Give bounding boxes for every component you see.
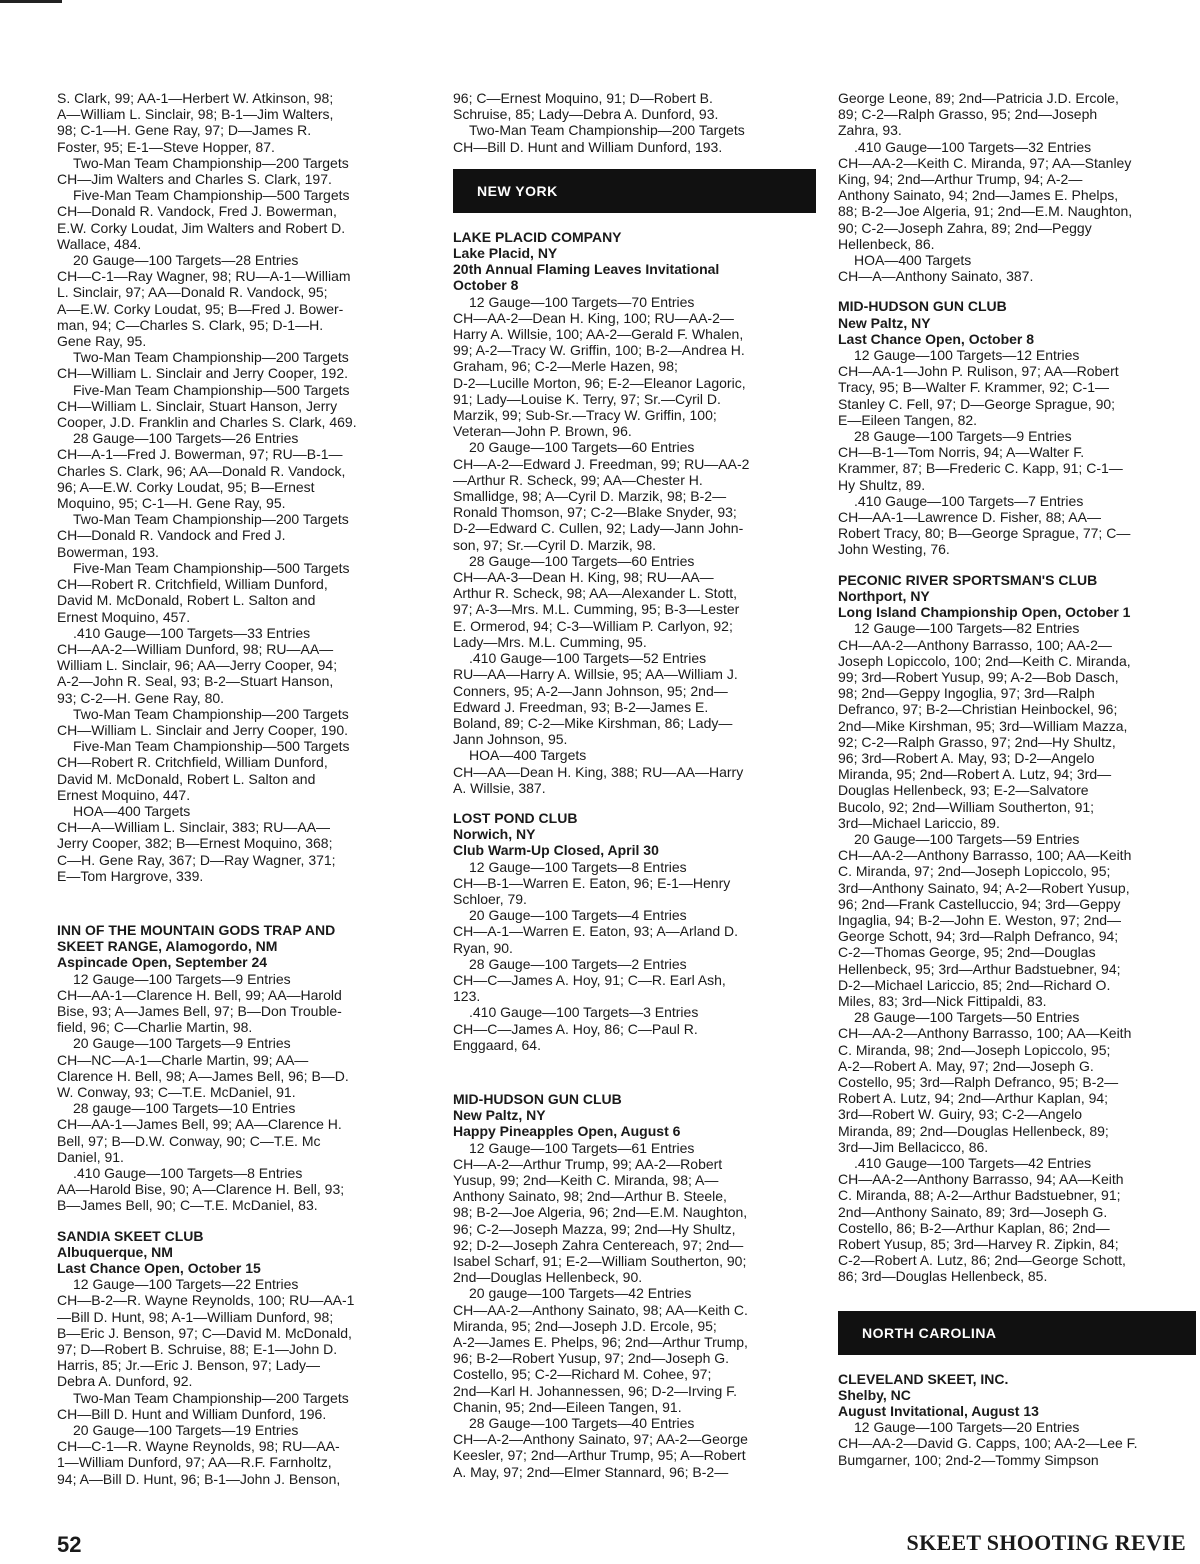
text-line: Costello, 95; 3rd—Ralph Defranco, 95; B-2— (838, 1073, 1119, 1090)
text-line: Krammer, 87; B—Frederic C. Kapp, 91; C-1— (838, 460, 1123, 477)
text-line: CH—C-1—Ray Wagner, 98; RU—A-1—William (57, 268, 351, 285)
text-line: William L. Sinclair, 96; AA—Jerry Cooper, 94; (57, 657, 338, 674)
text-line: CH—Robert R. Critchfield, William Dunford, (57, 754, 328, 771)
spacer (453, 1053, 816, 1065)
text-line: Bell, 97; B—D.W. Conway, 90; C—T.E. Mc (57, 1132, 321, 1149)
event-heading: Two-Man Team Championship—200 Targets (73, 349, 349, 366)
text-line: 3rd—Robert W. Guiry, 93; C-2—Angelo (838, 1106, 1083, 1123)
club-heading: CLEVELAND SKEET, INC. (838, 1370, 1009, 1387)
text-line: Hellenbeck, 86. (838, 235, 935, 252)
event-heading: 12 Gauge—100 Targets—70 Entries (469, 293, 695, 310)
club-heading: Lake Placid, NY (453, 245, 558, 262)
text-line: CH—Donald R. Vandock and Fred J. (57, 527, 286, 544)
event-heading: 12 Gauge—100 Targets—82 Entries (854, 620, 1080, 637)
event-heading: 12 Gauge—100 Targets—12 Entries (854, 347, 1080, 364)
text-line: Robert A. Lutz, 94; 2nd—Arthur Kaplan, 94; (838, 1090, 1109, 1107)
text-line: Foster, 95; E-1—Steve Hopper, 87. (57, 138, 275, 155)
event-heading: Five-Man Team Championship—500 Targets (73, 738, 350, 755)
text-line: King, 94; 2nd—Arthur Trump, 94; A-2— (838, 171, 1083, 188)
text-line: 92; C-2—Ralph Grasso, 97; 2nd—Hy Shultz, (838, 733, 1116, 750)
event-heading: .410 Gauge—100 Targets—8 Entries (73, 1165, 303, 1181)
event-heading: .410 Gauge—100 Targets—42 Entries (854, 1155, 1092, 1171)
text-line: CH—AA—Dean H. King, 388; RU—AA—Harry (453, 763, 744, 780)
text-line: CH—AA-2—Anthony Barrasso, 94; AA—Keith (838, 1171, 1124, 1188)
text-line: Ingaglia, 94; B-2—John E. Weston, 97; 2nd— (838, 911, 1122, 928)
club-heading: Shelby, NC (838, 1386, 911, 1403)
text-line: 89; C-2—Ralph Grasso, 95; 2nd—Joseph (838, 106, 1098, 123)
event-heading: Two-Man Team Championship—200 Targets (73, 154, 349, 171)
text-line: 88; B-2—Joe Algeria, 91; 2nd—E.M. Naughton, (838, 203, 1133, 220)
event-heading: 28 Gauge—100 Targets—2 Entries (469, 955, 687, 972)
text-line: CH—AA-1—John P. Rulison, 97; AA—Robert (838, 363, 1119, 380)
text-line: E—Eileen Tangen, 82. (838, 411, 978, 428)
text-line: CH—C—James A. Hoy, 91; C—R. Earl Ash, (453, 971, 726, 988)
state-section-banner: NORTH CAROLINA (838, 1311, 1196, 1355)
club-heading: Northport, NY (838, 587, 930, 604)
club-heading: August Invitational, August 13 (838, 1403, 1039, 1420)
event-heading: 28 Gauge—100 Targets—40 Entries (469, 1415, 695, 1432)
text-line: Robert Tracy, 80; B—George Sprague, 77; C— (838, 525, 1131, 542)
event-heading: 28 gauge—100 Targets—10 Entries (73, 1100, 296, 1117)
club-heading: SKEET RANGE, Alamogordo, NM (57, 938, 278, 955)
text-line: Chanin, 95; 2nd—Eileen Tangen, 91. (453, 1398, 682, 1415)
event-heading: HOA—400 Targets (469, 747, 587, 764)
text-line: 2nd—Karl H. Johannessen, 96; D-2—Irving F. (453, 1382, 738, 1399)
event-heading: Five-Man Team Championship—500 Targets (73, 381, 350, 398)
text-line: Graham, 96; C-2—Merle Hazen, 98; (453, 358, 678, 375)
text-line: Hellenbeck, 95; 3rd—Arthur Badstuebner, 94; (838, 960, 1121, 977)
text-line: son, 97; Sr.—Cyril D. Marzik, 98. (453, 536, 657, 553)
text-line: 1—William Dunford, 97; AA—R.F. Farnholtz, (57, 1454, 332, 1471)
text-line: L. Sinclair, 97; AA—Donald R. Vandock, 95; (57, 284, 328, 301)
club-heading: Last Chance Open, October 8 (838, 330, 1035, 347)
text-line: C. Miranda, 97; 2nd—Joseph Lopiccolo, 95; (838, 863, 1111, 880)
text-line: 90; C-2—Joseph Zahra, 89; 2nd—Peggy (838, 219, 1092, 236)
club-heading: LOST POND CLUB (453, 809, 578, 826)
event-heading: 20 Gauge—100 Targets—60 Entries (469, 439, 695, 456)
event-heading: 12 Gauge—100 Targets—22 Entries (73, 1276, 299, 1293)
text-line: 98; B-2—Joe Algeria, 96; 2nd—E.M. Naughton, (453, 1204, 748, 1221)
text-line: 2nd—Anthony Sainato, 89; 3rd—Joseph G. (838, 1203, 1108, 1220)
text-line: David M. McDonald, Robert L. Salton and (57, 770, 316, 787)
text-line: A—E.W. Corky Loudat, 95; B—Fred J. Bower- (57, 300, 344, 317)
event-heading: .410 Gauge—100 Targets—3 Entries (469, 1004, 699, 1021)
text-line: Conners, 95; A-2—Jann Johnson, 95; 2nd— (453, 682, 728, 699)
text-line: 2nd—Douglas Hellenbeck, 90. (453, 1269, 643, 1286)
text-line: A. Willsie, 387. (453, 779, 546, 796)
text-line: 96; 3rd—Robert A. May, 93; D-2—Angelo (838, 749, 1095, 766)
text-line: CH—AA-2—Keith C. Miranda, 97; AA—Stanley (838, 154, 1132, 171)
text-line: E—Tom Hargrove, 339. (57, 867, 204, 884)
text-line: George Leone, 89; 2nd—Patricia J.D. Ercole, (838, 90, 1119, 106)
text-line: Zahra, 93. (838, 122, 902, 139)
text-line: Smallidge, 98; A—Cyril D. Marzik, 98; B-2— (453, 488, 727, 505)
text-line: 3rd—Anthony Sainato, 94; A-2—Robert Yusup, (838, 879, 1130, 896)
club-heading: Albuquerque, NM (57, 1243, 173, 1260)
text-line: Miranda, 89; 2nd—Douglas Hellenbeck, 89; (838, 1122, 1109, 1139)
text-line: Tracy, 95; B—Walter F. Krammer, 92; C-1— (838, 379, 1109, 396)
text-line: CH—NC—A-1—Charle Martin, 99; AA— (57, 1051, 309, 1068)
text-line: 98; 2nd—Geppy Ingoglia, 97; 3rd—Ralph (838, 685, 1095, 702)
column-right (838, 90, 1196, 1468)
text-line: 91; Lady—Louise K. Terry, 97; Sr.—Cyril D. (453, 390, 721, 407)
text-line: CH—AA-2—Anthony Barrasso, 100; AA—Keith (838, 847, 1132, 864)
event-heading: .410 Gauge—100 Targets—33 Entries (73, 624, 311, 641)
text-line: CH—A—William L. Sinclair, 383; RU—AA— (57, 819, 331, 836)
text-line: Gene Ray, 95. (57, 333, 147, 350)
text-line: Daniel, 91. (57, 1148, 124, 1165)
text-line: CH—A-2—Edward J. Freedman, 99; RU—AA-2 (453, 455, 750, 472)
text-line: CH—AA-2—Anthony Barrasso, 100; AA—Keith (838, 1025, 1132, 1042)
text-line: Moquino, 95; C-1—H. Gene Ray, 95. (57, 495, 286, 512)
text-line: Joseph Lopiccolo, 100; 2nd—Keith C. Miranda, (838, 652, 1131, 669)
text-line: CH—AA-2—David G. Capps, 100; AA-2—Lee F. (838, 1435, 1138, 1452)
event-heading: Two-Man Team Championship—200 Targets (73, 705, 349, 722)
text-line: D-2—Michael Lariccio, 85; 2nd—Richard O. (838, 976, 1111, 993)
text-line: 3rd—Jim Bellacicco, 86. (838, 1138, 989, 1155)
event-heading: 12 Gauge—100 Targets—8 Entries (469, 858, 687, 875)
text-line: 93; C-2—H. Gene Ray, 80. (57, 689, 225, 706)
text-line: Wallace, 484. (57, 235, 142, 252)
state-section-banner: NEW YORK (453, 169, 816, 213)
event-heading: Two-Man Team Championship—200 Targets (73, 1389, 349, 1406)
text-line: CH—William L. Sinclair and Jerry Cooper, 190. (57, 721, 348, 738)
event-heading: .410 Gauge—100 Targets—7 Entries (854, 492, 1084, 509)
text-line: CH—B-2—R. Wayne Reynolds, 100; RU—AA-1 (57, 1292, 355, 1309)
text-line: David M. McDonald, Robert L. Salton and (57, 592, 316, 609)
text-line: CH—AA-2—Dean H. King, 100; RU—AA-2— (453, 309, 734, 326)
text-line: Clarence H. Bell, 98; A—James Bell, 96; B—D. (57, 1067, 349, 1084)
text-line: B—Eric J. Benson, 97; C—David M. McDonald, (57, 1324, 352, 1341)
text-line: Ernest Moquino, 457. (57, 608, 191, 625)
text-line: John Westing, 76. (838, 541, 950, 558)
text-line: 2nd—Mike Kirshman, 95; 3rd—William Mazza, (838, 717, 1128, 734)
club-heading: New Paltz, NY (453, 1107, 546, 1124)
club-heading: MID-HUDSON GUN CLUB (838, 298, 1007, 315)
event-heading: 12 Gauge—100 Targets—20 Entries (854, 1419, 1080, 1436)
text-line: CH—A-1—Warren E. Eaton, 93; A—Arland D. (453, 923, 739, 940)
text-line: Anthony Sainato, 98; 2nd—Arthur B. Steele, (453, 1188, 727, 1205)
text-line: Yusup, 99; 2nd—Keith C. Miranda, 98; A— (453, 1171, 719, 1188)
top-rule (0, 0, 62, 3)
text-line: Ernest Moquino, 447. (57, 786, 191, 803)
text-line: George Schott, 94; 3rd—Ralph Defranco, 94; (838, 928, 1119, 945)
text-line: CH—A—Anthony Sainato, 387. (838, 268, 1034, 285)
text-line: Ronald Thomson, 97; C-2—Blake Snyder, 93; (453, 504, 737, 521)
club-heading: 20th Annual Flaming Leaves Invitational (453, 261, 720, 278)
spacer (57, 896, 429, 908)
text-line: CH—C—James A. Hoy, 86; C—Paul R. (453, 1020, 698, 1037)
text-line: Bowerman, 193. (57, 543, 159, 560)
text-line: 94; A—Bill D. Hunt, 96; B-1—John J. Benson, (57, 1470, 341, 1487)
magazine-title: SKEET SHOOTING REVIE (906, 1530, 1186, 1555)
event-heading: Two-Man Team Championship—200 Targets (469, 122, 745, 139)
text-line: Lady—Mrs. M.L. Cumming, 95. (453, 633, 647, 650)
event-heading: 20 Gauge—100 Targets—9 Entries (73, 1035, 291, 1052)
text-line: Harry A. Willsie, 100; AA-2—Gerald F. Whalen, (453, 326, 744, 343)
club-heading: New Paltz, NY (838, 314, 931, 331)
text-line: Marzik, 99; Sub-Sr.—Tracy W. Griffin, 100; (453, 407, 717, 424)
text-line: CH—AA-3—Dean H. King, 98; RU—AA— (453, 569, 714, 586)
text-line: CH—AA-1—Lawrence D. Fisher, 88; AA— (838, 509, 1101, 526)
club-heading: October 8 (453, 277, 519, 294)
text-line: Costello, 95; C-2—Richard M. Cohee, 97; (453, 1366, 712, 1383)
text-line: Bise, 93; A—James Bell, 97; B—Don Trouble- (57, 1002, 342, 1019)
club-heading: Aspincade Open, September 24 (57, 954, 268, 971)
club-heading: INN OF THE MOUNTAIN GODS TRAP AND (57, 921, 336, 938)
text-line: CH—AA-1—James Bell, 99; AA—Clarence H. (57, 1116, 342, 1133)
text-line: 99; A-2—Tracy W. Griffin, 100; B-2—Andrea H. (453, 342, 745, 359)
text-line: C-2—Robert A. Lutz, 86; 2nd—George Schott, (838, 1252, 1126, 1269)
text-line: Charles S. Clark, 96; AA—Donald R. Vandock, (57, 462, 346, 479)
text-line: Anthony Sainato, 94; 2nd—James E. Phelps, (838, 187, 1119, 204)
text-line: CH—William L. Sinclair and Jerry Cooper, 192. (57, 365, 348, 382)
text-line: Isabel Scharf, 91; E-2—William Southerton, 90; (453, 1253, 747, 1269)
text-line: Douglas Hellenbeck, 93; E-2—Salvatore (838, 782, 1089, 799)
page-number: 52 (57, 1532, 82, 1557)
event-heading: HOA—400 Targets (73, 802, 191, 819)
text-line: Bucolo, 92; 2nd—William Southerton, 91; (838, 798, 1095, 815)
club-heading: Long Island Championship Open, October 1 (838, 604, 1131, 621)
text-line: S. Clark, 99; AA-1—Herbert W. Atkinson, 98; (57, 90, 334, 106)
event-heading: 20 Gauge—100 Targets—59 Entries (854, 830, 1080, 847)
spacer (57, 884, 429, 896)
event-heading: 28 Gauge—100 Targets—26 Entries (73, 430, 299, 447)
text-line: A. May, 97; 2nd—Elmer Stannard, 96; B-2— (453, 1463, 729, 1480)
text-line: CH—Robert R. Critchfield, William Dunford, (57, 576, 328, 593)
text-line: CH—A-1—Fred J. Bowerman, 97; RU—B-1— (57, 446, 343, 463)
text-line: A-2—James E. Phelps, 96; 2nd—Arthur Trump, (453, 1334, 748, 1351)
event-heading: 12 Gauge—100 Targets—9 Entries (73, 970, 291, 987)
text-line: D-2—Edward C. Cullen, 92; Lady—Jann John- (453, 520, 744, 537)
text-line: CH—AA-2—Anthony Barrasso, 100; AA-2— (838, 636, 1112, 653)
text-line: C. Miranda, 88; A-2—Arthur Badstuebner, 91; (838, 1187, 1121, 1204)
text-line: CH—B-1—Warren E. Eaton, 96; E-1—Henry (453, 874, 731, 891)
text-line: field, 96; C—Charlie Martin, 98. (57, 1019, 253, 1036)
text-line: A-2—Robert A. May, 97; 2nd—Joseph G. (838, 1057, 1094, 1074)
event-heading: 28 Gauge—100 Targets—9 Entries (854, 428, 1072, 445)
event-heading: .410 Gauge—100 Targets—32 Entries (854, 138, 1092, 155)
text-line: man, 94; C—Charles S. Clark, 95; D-1—H. (57, 316, 324, 333)
text-line: CH—B-1—Tom Norris, 94; A—Walter F. (838, 444, 1085, 461)
event-heading: 20 gauge—100 Targets—42 Entries (469, 1285, 692, 1302)
event-heading: Five-Man Team Championship—500 Targets (73, 559, 350, 576)
event-heading: Two-Man Team Championship—200 Targets (73, 511, 349, 528)
text-line: C—H. Gene Ray, 367; D—Ray Wagner, 371; (57, 851, 336, 868)
text-line: D-2—Lucille Morton, 96; E-2—Eleanor Lagoric, (453, 374, 746, 391)
text-line: Arthur R. Scheck, 98; AA—Alexander L. Stott, (453, 585, 738, 602)
text-line: 99; 3rd—Robert Yusup, 99; A-2—Bob Dasch, (838, 668, 1119, 685)
club-heading: Club Warm-Up Closed, April 30 (453, 842, 659, 859)
text-line: 96; A—E.W. Corky Loudat, 95; B—Ernest (57, 478, 315, 495)
club-heading: PECONIC RIVER SPORTSMAN'S CLUB (838, 571, 1098, 588)
event-heading: 28 Gauge—100 Targets—60 Entries (469, 552, 695, 569)
text-line: Schruise, 85; Lady—Debra A. Dunford, 93. (453, 106, 719, 123)
text-line: Ryan, 90. (453, 939, 513, 956)
event-heading: 28 Gauge—100 Targets—50 Entries (854, 1009, 1080, 1026)
text-line: 92; D-2—Joseph Zahra Centereach, 97; 2nd— (453, 1236, 744, 1253)
text-line: Hy Shultz, 89. (838, 476, 926, 493)
text-line: B—James Bell, 90; C—T.E. McDaniel, 83. (57, 1197, 318, 1214)
text-line: CH—A-2—Anthony Sainato, 97; AA-2—George (453, 1431, 748, 1448)
text-line: CH—Bill D. Hunt and William Dunford, 196. (57, 1405, 327, 1422)
text-line: —Arthur R. Scheck, 99; AA—Chester H. (453, 471, 703, 488)
text-line: Defranco, 97; B-2—Christian Heinbockel, 96; (838, 701, 1118, 718)
text-line: 96; C-2—Joseph Mazza, 99; 2nd—Hy Shultz, (453, 1220, 736, 1237)
text-line: C. Miranda, 98; 2nd—Joseph Lopiccolo, 95; (838, 1041, 1111, 1058)
text-line: 123. (453, 988, 481, 1005)
text-line: Harris, 85; Jr.—Eric J. Benson, 97; Lady— (57, 1357, 320, 1374)
spacer (453, 1065, 816, 1077)
text-line: Jann Johnson, 95. (453, 731, 568, 748)
text-line: Edward J. Freedman, 93; B-2—James E. (453, 698, 709, 715)
text-line: CH—AA-2—Anthony Sainato, 98; AA—Keith C. (453, 1301, 748, 1318)
text-line: CH—C-1—R. Wayne Reynolds, 98; RU—AA- (57, 1438, 340, 1455)
text-line: Miranda, 95; 2nd—Joseph J.D. Ercole, 95; (453, 1317, 717, 1334)
text-line: Jerry Cooper, 382; B—Ernest Moquino, 368; (57, 835, 333, 852)
text-line: 96; 2nd—Frank Castelluccio, 94; 3rd—Geppy (838, 895, 1121, 912)
text-line: CH—Donald R. Vandock, Fred J. Bowerman, (57, 203, 337, 220)
text-line: E. Ormerod, 94; C-3—William P. Carlyon, 92; (453, 617, 733, 634)
event-heading: 20 Gauge—100 Targets—4 Entries (469, 907, 687, 924)
spacer (838, 1285, 1196, 1297)
text-line: CH—Bill D. Hunt and William Dunford, 193. (453, 138, 723, 155)
text-line: C-2—Thomas George, 95; 2nd—Douglas (838, 944, 1096, 961)
text-line: —Bill D. Hunt, 98; A-1—William Dunford, 98; (57, 1308, 334, 1325)
text-line: 86; 3rd—Douglas Hellenbeck, 85. (838, 1268, 1048, 1285)
text-line: Stanley C. Fell, 97; D—George Sprague, 90; (838, 395, 1116, 412)
text-line: E.W. Corky Loudat, Jim Walters and Robert D. (57, 219, 346, 236)
text-line: Robert Yusup, 85; 3rd—Harvey R. Zipkin, 84; (838, 1236, 1119, 1253)
text-line: 96; C—Ernest Moquino, 91; D—Robert B. (453, 90, 713, 106)
text-line: RU—AA—Harry A. Willsie, 95; AA—William J. (453, 666, 738, 683)
text-line: A—William L. Sinclair, 98; B-1—Jim Walters, (57, 106, 334, 123)
club-heading: LAKE PLACID COMPANY (453, 228, 622, 245)
text-line: Cooper, J.D. Franklin and Charles S. Clark, 469. (57, 414, 357, 431)
text-line: CH—Jim Walters and Charles S. Clark, 197. (57, 171, 332, 188)
club-heading: SANDIA SKEET CLUB (57, 1227, 204, 1244)
event-heading: Five-Man Team Championship—500 Targets (73, 187, 350, 204)
club-heading: MID-HUDSON GUN CLUB (453, 1090, 622, 1107)
club-heading: Happy Pineapples Open, August 6 (453, 1123, 681, 1140)
text-line: Bumgarner, 100; 2nd-2—Tommy Simpson (838, 1451, 1099, 1468)
club-heading: Last Chance Open, October 15 (57, 1260, 261, 1277)
text-line: CH—AA-2—William Dunford, 98; RU—AA— (57, 640, 334, 657)
text-line: Keesler, 97; 2nd—Arthur Trump, 95; A—Robert (453, 1447, 746, 1464)
text-line: W. Conway, 93; C—T.E. McDaniel, 91. (57, 1083, 296, 1100)
text-line: 97; A-3—Mrs. M.L. Cumming, 95; B-3—Lester (453, 601, 740, 618)
text-line: 98; C-1—H. Gene Ray, 97; D—James R. (57, 122, 312, 139)
text-line: Boland, 89; C-2—Mike Kirshman, 86; Lady— (453, 714, 733, 731)
text-line: Enggaard, 64. (453, 1036, 541, 1053)
event-heading: 20 Gauge—100 Targets—28 Entries (73, 252, 299, 269)
text-line: CH—AA-1—Clarence H. Bell, 99; AA—Harold (57, 986, 342, 1003)
club-heading: Norwich, NY (453, 826, 536, 843)
text-line: 3rd—Michael Lariccio, 89. (838, 814, 1000, 831)
text-line: Veteran—John P. Brown, 96. (453, 423, 632, 440)
text-line: 97; D—Robert B. Schruise, 88; E-1—John D. (57, 1341, 338, 1358)
event-heading: .410 Gauge—100 Targets—52 Entries (469, 650, 707, 667)
text-line: CH—A-2—Arthur Trump, 99; AA-2—Robert (453, 1155, 723, 1172)
text-line: Costello, 86; B-2—Arthur Kaplan, 86; 2nd— (838, 1219, 1110, 1236)
column-middle (453, 90, 816, 1480)
column-left (57, 90, 429, 1487)
text-line: Debra A. Dunford, 92. (57, 1373, 193, 1390)
text-line: Miles, 83; 3rd—Nick Fittipaldi, 83. (838, 992, 1047, 1009)
text-line: AA—Harold Bise, 90; A—Clarence H. Bell, 93; (57, 1181, 345, 1198)
text-line: 96; B-2—Robert Yusup, 97; 2nd—Joseph G. (453, 1350, 730, 1367)
event-heading: 20 Gauge—100 Targets—19 Entries (73, 1422, 299, 1439)
text-line: A-2—John R. Seal, 93; B-2—Stuart Hanson, (57, 673, 334, 690)
event-heading: HOA—400 Targets (854, 252, 972, 269)
event-heading: 12 Gauge—100 Targets—61 Entries (469, 1139, 695, 1156)
text-line: Miranda, 95; 2nd—Robert A. Lutz, 94; 3rd— (838, 766, 1112, 783)
text-line: Schloer, 79. (453, 890, 527, 907)
text-line: CH—William L. Sinclair, Stuart Hanson, Jerry (57, 397, 338, 414)
